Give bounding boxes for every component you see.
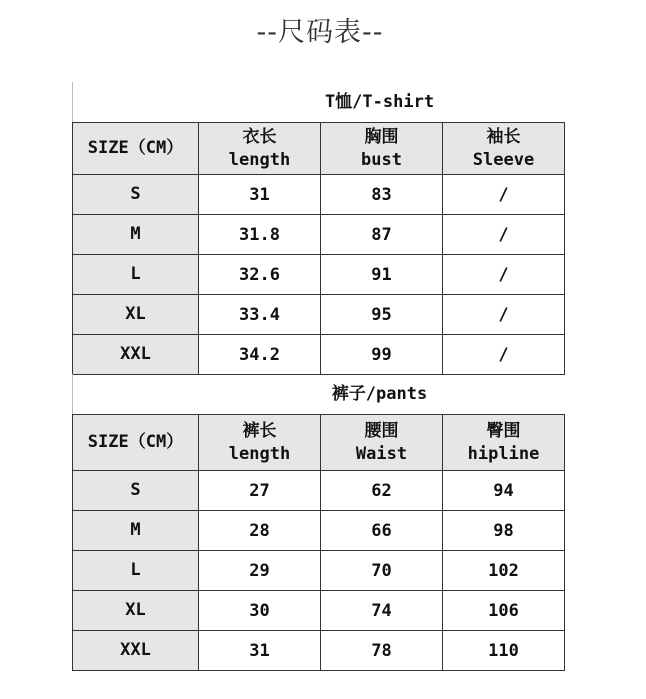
table-row	[73, 631, 565, 671]
table-row	[73, 255, 565, 295]
length-cell: 29	[199, 551, 321, 591]
sleeve-cell: /	[443, 255, 565, 295]
pants-section-title	[72, 374, 564, 414]
length-cell: 34.2	[199, 335, 321, 375]
hipline-cell: 98	[443, 511, 565, 551]
pants-header-waist: 腰围 Waist	[321, 415, 443, 471]
tshirt-header-sleeve: 袖长 Sleeve	[443, 123, 565, 175]
pants-header-row	[73, 415, 565, 471]
waist-cell: 66	[321, 511, 443, 551]
bust-cell: 99	[321, 335, 443, 375]
table-row	[73, 511, 565, 551]
bust-cell: 87	[321, 215, 443, 255]
length-cell: 32.6	[199, 255, 321, 295]
hipline-cell: 94	[443, 471, 565, 511]
size-cell: L	[73, 551, 199, 591]
length-cell: 27	[199, 471, 321, 511]
size-cell: XXL	[73, 631, 199, 671]
hipline-cell: 102	[443, 551, 565, 591]
page-title: --尺码表--	[256, 17, 384, 48]
tshirt-header-bust: 胸围 bust	[321, 123, 443, 175]
tshirt-header-size: SIZE（CM）	[73, 123, 199, 175]
sleeve-cell: /	[443, 295, 565, 335]
pants-title-text: 裤子/pants	[331, 384, 428, 404]
pants-header-size: SIZE（CM）	[73, 415, 199, 471]
pants-size-section	[72, 374, 564, 671]
size-cell: M	[73, 511, 199, 551]
waist-cell: 74	[321, 591, 443, 631]
tshirt-title-text: T恤/T-shirt	[324, 92, 435, 112]
table-row	[73, 295, 565, 335]
table-row	[73, 471, 565, 511]
tshirt-header-row	[73, 123, 565, 175]
size-cell: L	[73, 255, 199, 295]
waist-cell: 78	[321, 631, 443, 671]
bust-cell: 83	[321, 175, 443, 215]
table-row	[73, 215, 565, 255]
length-cell: 30	[199, 591, 321, 631]
tshirt-size-table	[72, 122, 565, 375]
length-cell: 31.8	[199, 215, 321, 255]
size-cell: XL	[73, 295, 199, 335]
size-cell: XXL	[73, 335, 199, 375]
bust-cell: 91	[321, 255, 443, 295]
table-row	[73, 591, 565, 631]
pants-header-length: 裤长 length	[199, 415, 321, 471]
size-cell: M	[73, 215, 199, 255]
table-row	[73, 335, 565, 375]
pants-size-table	[72, 414, 565, 671]
size-cell: S	[73, 175, 199, 215]
waist-cell: 70	[321, 551, 443, 591]
sleeve-cell: /	[443, 335, 565, 375]
length-cell: 28	[199, 511, 321, 551]
length-cell: 31	[199, 175, 321, 215]
size-cell: S	[73, 471, 199, 511]
pants-header-hipline: 臀围 hipline	[443, 415, 565, 471]
bust-cell: 95	[321, 295, 443, 335]
hipline-cell: 106	[443, 591, 565, 631]
size-cell: XL	[73, 591, 199, 631]
sleeve-cell: /	[443, 215, 565, 255]
waist-cell: 62	[321, 471, 443, 511]
tshirt-header-length: 衣长 length	[199, 123, 321, 175]
sleeve-cell: /	[443, 175, 565, 215]
hipline-cell: 110	[443, 631, 565, 671]
length-cell: 33.4	[199, 295, 321, 335]
tshirt-size-section	[72, 82, 564, 375]
length-cell: 31	[199, 631, 321, 671]
table-row	[73, 175, 565, 215]
tshirt-section-title	[72, 82, 564, 122]
table-row	[73, 551, 565, 591]
